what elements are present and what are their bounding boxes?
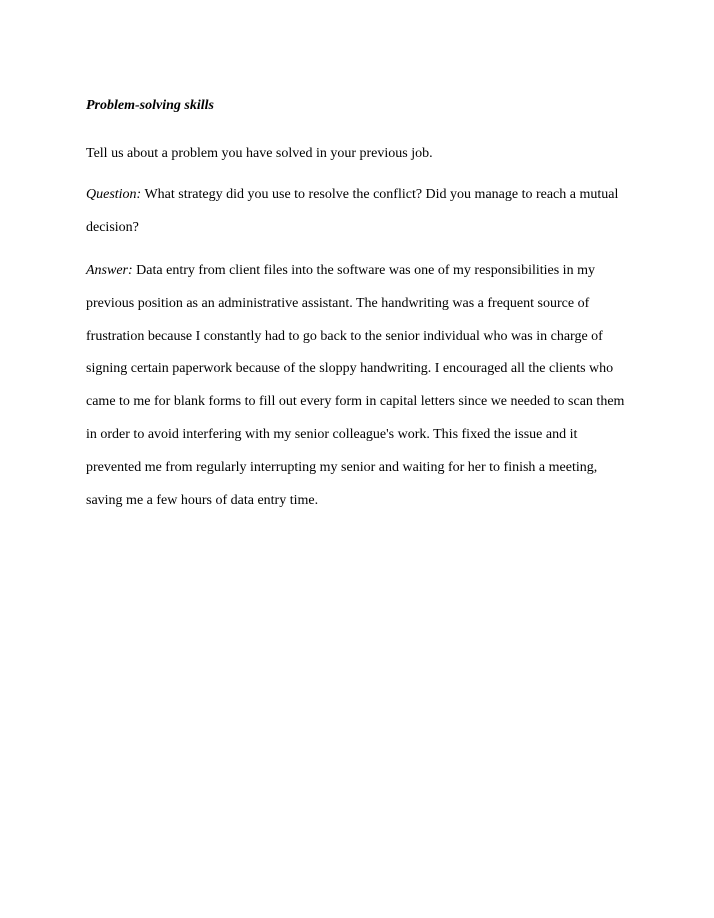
question-text: What strategy did you use to resolve the conflict? Did you manage to reach a mutual decision? [86, 187, 619, 235]
section-heading: Problem-solving skills [86, 98, 214, 113]
question-label: Question: [86, 187, 142, 202]
answer-paragraph [86, 255, 632, 517]
document-body [86, 96, 632, 517]
intro-paragraph: Tell us about a problem you have solved in your previous job. [86, 146, 433, 161]
question-paragraph [86, 178, 632, 244]
answer-text: Data entry from client files into the software was one of my responsibilities in my previous position as an administrative assistant. The handwriting was a frequent source of frustration because I constantly had to go back to the senior individual who was in charge of signing certain paperwork because of the sloppy handwriting. I encouraged all the clients who came to me for blank forms to fill out every form in capital letters since we needed to scan them in order to avoid interfering with my senior colleague's work. This fixed the issue and it prevented me from regularly interrupting my senior and waiting for her to finish a meeting, saving me a few hours of data entry time. [86, 263, 625, 508]
answer-label: Answer: [86, 263, 133, 278]
